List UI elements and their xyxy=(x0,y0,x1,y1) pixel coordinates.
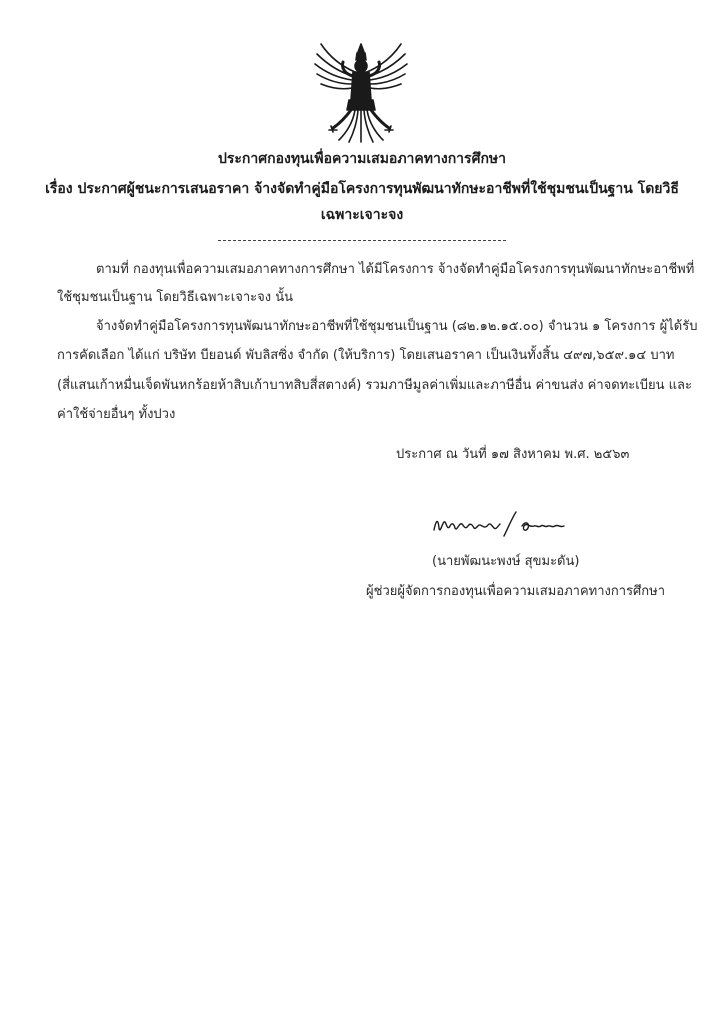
handwritten-signature xyxy=(430,504,580,544)
announcement-subject-continued: เฉพาะเจาะจง xyxy=(320,207,404,223)
body-paragraph-line: ตามที่ กองทุนเพื่อความเสมอภาคทางการศึกษา ได้มีโครงการ จ้างจัดทำคู่มือโครงการทุนพัฒนาทักษะอาชีพที่ xyxy=(96,262,695,277)
announcement-date: ประกาศ ณ วันที่ ๑๗ สิงหาคม พ.ศ. ๒๕๖๓ xyxy=(396,447,630,462)
title-divider xyxy=(218,240,506,241)
announcement-subject: เรื่อง ประกาศผู้ชนะการเสนอราคา จ้างจัดทำคู่มือโครงการทุนพัฒนาทักษะอาชีพที่ใช้ชุมชนเป็นฐาน โดยวิธี xyxy=(45,181,679,197)
body-paragraph-line: ค่าใช้จ่ายอื่นๆ ทั้งปวง xyxy=(57,407,176,422)
body-paragraph-line: ใช้ชุมชนเป็นฐาน โดยวิธีเฉพาะเจาะจง นั้น xyxy=(57,290,293,305)
garuda-emblem-icon xyxy=(311,38,411,146)
signer-name: (นายพัฒนะพงษ์ สุขมะดัน) xyxy=(432,554,580,569)
body-paragraph-line: จ้างจัดทำคู่มือโครงการทุนพัฒนาทักษะอาชีพที่ใช้ชุมชนเป็นฐาน (๘๒.๑๒.๑๕.๐๐) จำนวน ๑ โครงการ ผู้ได้รับ xyxy=(96,319,698,334)
signer-position: ผู้ช่วยผู้จัดการกองทุนเพื่อความเสมอภาคทางการศึกษา xyxy=(366,584,666,599)
body-paragraph-line: การคัดเลือก ได้แก่ บริษัท บียอนด์ พับลิสซิ่ง จำกัด (ให้บริการ) โดยเสนอราคา เป็นเงินทั้งสิ้น ๔๙๗,๖๕๙.๑๔ บาท xyxy=(57,348,675,363)
body-paragraph-line: (สี่แสนเก้าหมื่นเจ็ดพันหกร้อยห้าสิบเก้าบาทสิบสี่สตางค์) รวมภาษีมูลค่าเพิ่มและภาษีอื่น ค่าขนส่ง ค่าจดทะเบียน และ xyxy=(57,378,692,393)
announcement-title: ประกาศกองทุนเพื่อความเสมอภาคทางการศึกษา xyxy=(217,151,507,167)
